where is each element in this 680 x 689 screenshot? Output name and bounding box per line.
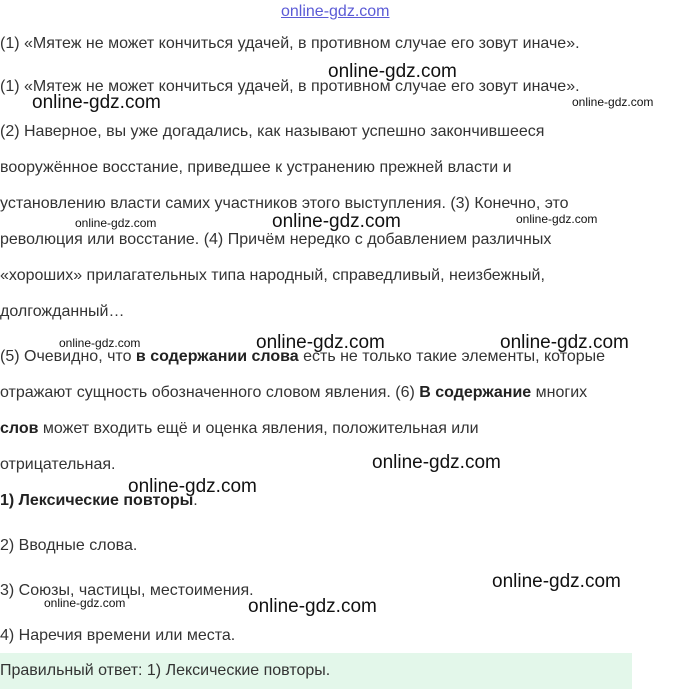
watermark: online-gdz.com: [44, 596, 126, 610]
watermark: online-gdz.com: [75, 216, 157, 230]
text-line-2: (1) «Мятеж не может кончиться удачей, в противном случае его зовут иначе».: [0, 78, 580, 95]
option-4: 4) Наречия времени или места.: [0, 627, 236, 644]
text-line-10: [0, 383, 587, 403]
text-line-8: долгожданный…: [0, 303, 125, 320]
text-line-7: «хороших» прилагательных типа народный, справедливый, неизбежный,: [0, 267, 545, 284]
watermark: online-gdz.com: [128, 476, 257, 497]
text-line-12: отрицательная.: [0, 456, 116, 473]
bold-phrase: в содержании слова: [135, 348, 299, 365]
text-segment: многих: [531, 384, 588, 401]
option-1-label: 1) Лексические повторы: [0, 492, 194, 509]
watermark: online-gdz.com: [59, 336, 141, 350]
option-2: 2) Вводные слова.: [0, 537, 138, 554]
text-segment: может входить ещё и оценка явления, положительная или: [38, 420, 479, 437]
watermark: online-gdz.com: [272, 211, 401, 232]
watermark: online-gdz.com: [372, 452, 501, 473]
watermark: online-gdz.com: [572, 95, 654, 109]
watermark: online-gdz.com: [256, 332, 385, 353]
text-segment: отражают сущность обозначенного словом явления. (6): [0, 384, 420, 401]
watermark: online-gdz.com: [248, 596, 377, 617]
watermark: online-gdz.com: [328, 61, 457, 82]
bold-phrase: слов: [0, 420, 39, 437]
bold-phrase: В содержание: [419, 384, 532, 401]
text-line-6: революция или восстание. (4) Причём нередко с добавлением различных: [0, 231, 552, 248]
answer-text: Правильный ответ: 1) Лексические повторы.: [0, 662, 331, 679]
watermark-top: online-gdz.com: [281, 3, 390, 20]
answer-box: [0, 653, 632, 689]
option-3: 3) Союзы, частицы, местоимения.: [0, 582, 254, 599]
text-line-4: вооружённое восстание, приведшее к устранению прежней власти и: [0, 159, 512, 176]
text-segment: есть не только такие элементы, которые: [298, 348, 606, 365]
text-line-1: (1) «Мятеж не может кончиться удачей, в противном случае его зовут иначе».: [0, 35, 580, 52]
text-line-3: (2) Наверное, вы уже догадались, как называют успешно закончившееся: [0, 123, 545, 140]
text-line-5: установлению власти самих участников этого выступления. (3) Конечно, это: [0, 195, 569, 212]
watermark: online-gdz.com: [32, 92, 161, 113]
text-line-11: [0, 419, 479, 439]
watermark: online-gdz.com: [500, 332, 629, 353]
text-segment: (5) Очевидно, что: [0, 348, 136, 365]
watermark: online-gdz.com: [516, 212, 598, 226]
option-1-punct: .: [193, 492, 198, 509]
watermark: online-gdz.com: [492, 571, 621, 592]
